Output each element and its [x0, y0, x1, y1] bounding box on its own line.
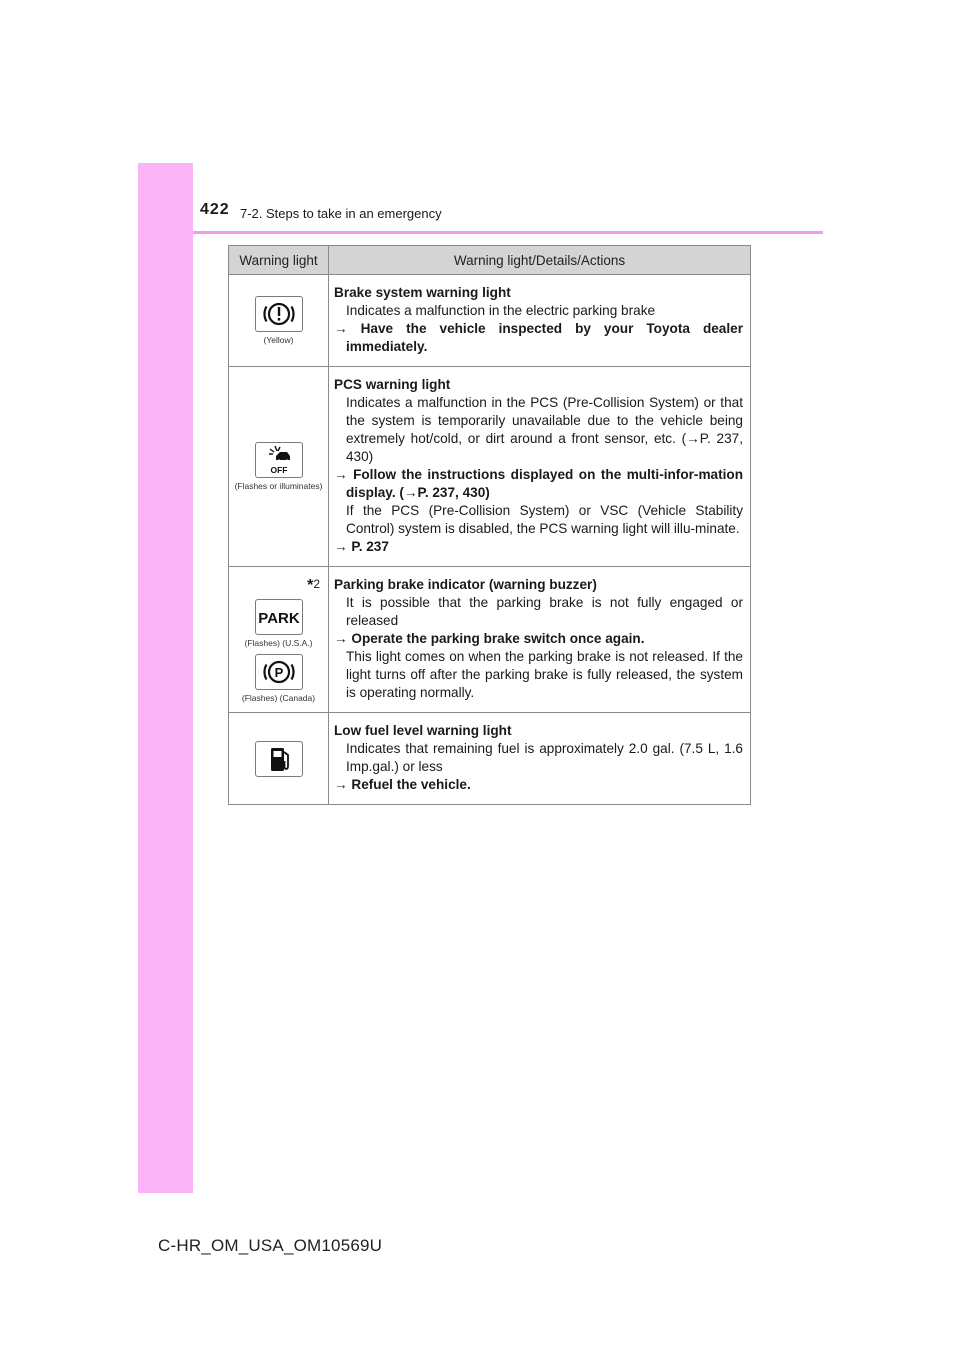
details-cell [329, 713, 751, 805]
icon-caption: (Flashes) (Canada) [241, 692, 316, 703]
p-label: P [274, 664, 283, 680]
warning-extra: If the PCS (Pre-Collision System) or VSC (Vehicle Stability Control) system is disabled, the PCS warning light will illu-minate. [346, 503, 743, 536]
park-indicator-icon [255, 599, 303, 635]
icon-cell [229, 275, 329, 367]
pcs-warning-icon [255, 442, 303, 478]
details-cell [329, 275, 751, 367]
action-arrow: → [334, 467, 348, 482]
footnote-marker [231, 577, 326, 595]
warning-action [334, 630, 743, 648]
fuel-pump-icon [255, 741, 303, 777]
side-color-strip [138, 163, 193, 1193]
section-title: 7-2. Steps to take in an emergency [240, 206, 442, 221]
warning-title: Low fuel level warning light [334, 723, 512, 738]
warning-title: Brake system warning light [334, 285, 511, 300]
warning-detail: Indicates a malfunction in the electric parking brake [346, 303, 656, 318]
table-row [229, 713, 751, 805]
icon-caption: (Flashes) (U.S.A.) [244, 637, 313, 648]
warning-detail: Indicates a malfunction in the PCS (Pre-Collision System) or that the system is temporarily unavailable due to the vehicle being extremely hot/cold, or dirt around a front sensor, etc. (→P. 237, 430) [346, 395, 743, 464]
column-header-warning-light: Warning light [229, 246, 329, 275]
table-row [229, 275, 751, 367]
action-text: Have the vehicle inspected by your Toyota dealer immediately. [346, 321, 743, 354]
parking-p-circle-icon [255, 654, 303, 690]
action-arrow: → [334, 777, 348, 792]
icon-cell [229, 567, 329, 713]
warning-light-table [228, 245, 751, 805]
page-reference [334, 538, 743, 556]
warning-action [334, 776, 743, 794]
icon-caption: (Flashes or illuminates) [234, 481, 323, 491]
action-arrow: → [334, 321, 348, 336]
column-header-details: Warning light/Details/Actions [329, 246, 751, 275]
footnote-star: * [307, 576, 314, 594]
icon-caption: (Yellow) [263, 335, 294, 345]
table-row [229, 567, 751, 713]
warning-extra: This light comes on when the parking brake is not released. If the light turns off after the parking brake is fully released, the system is operating normally. [346, 649, 743, 700]
details-cell [329, 567, 751, 713]
warning-detail: Indicates that remaining fuel is approximately 2.0 gal. (7.5 L, 1.6 Imp.gal.) or less [346, 741, 743, 774]
warning-title: Parking brake indicator (warning buzzer) [334, 577, 597, 592]
reference-text: P. 237 [351, 539, 389, 554]
warning-action [334, 320, 743, 356]
action-text: Operate the parking brake switch once again. [351, 631, 645, 646]
footnote-number: 2 [313, 576, 320, 591]
action-text: Follow the instructions displayed on the multi-infor-mation display. (→P. 237, 430) [346, 467, 744, 500]
park-label: PARK [257, 609, 300, 627]
page-number: 422 [200, 201, 230, 218]
reference-arrow: → [334, 539, 348, 554]
details-cell [329, 367, 751, 567]
document-code: C-HR_OM_USA_OM10569U [158, 1236, 383, 1255]
icon-cell [229, 713, 329, 805]
brake-system-warning-icon [255, 296, 303, 332]
table-header-row [229, 246, 751, 275]
warning-detail: It is possible that the parking brake is not fully engaged or released [346, 595, 743, 628]
action-text: Refuel the vehicle. [351, 777, 471, 792]
action-arrow: → [334, 631, 348, 646]
icon-cell [229, 367, 329, 567]
warning-title: PCS warning light [334, 377, 451, 392]
pcs-off-label: OFF [270, 465, 287, 475]
warning-action [334, 466, 743, 502]
header-rule [193, 231, 823, 234]
table-row [229, 367, 751, 567]
